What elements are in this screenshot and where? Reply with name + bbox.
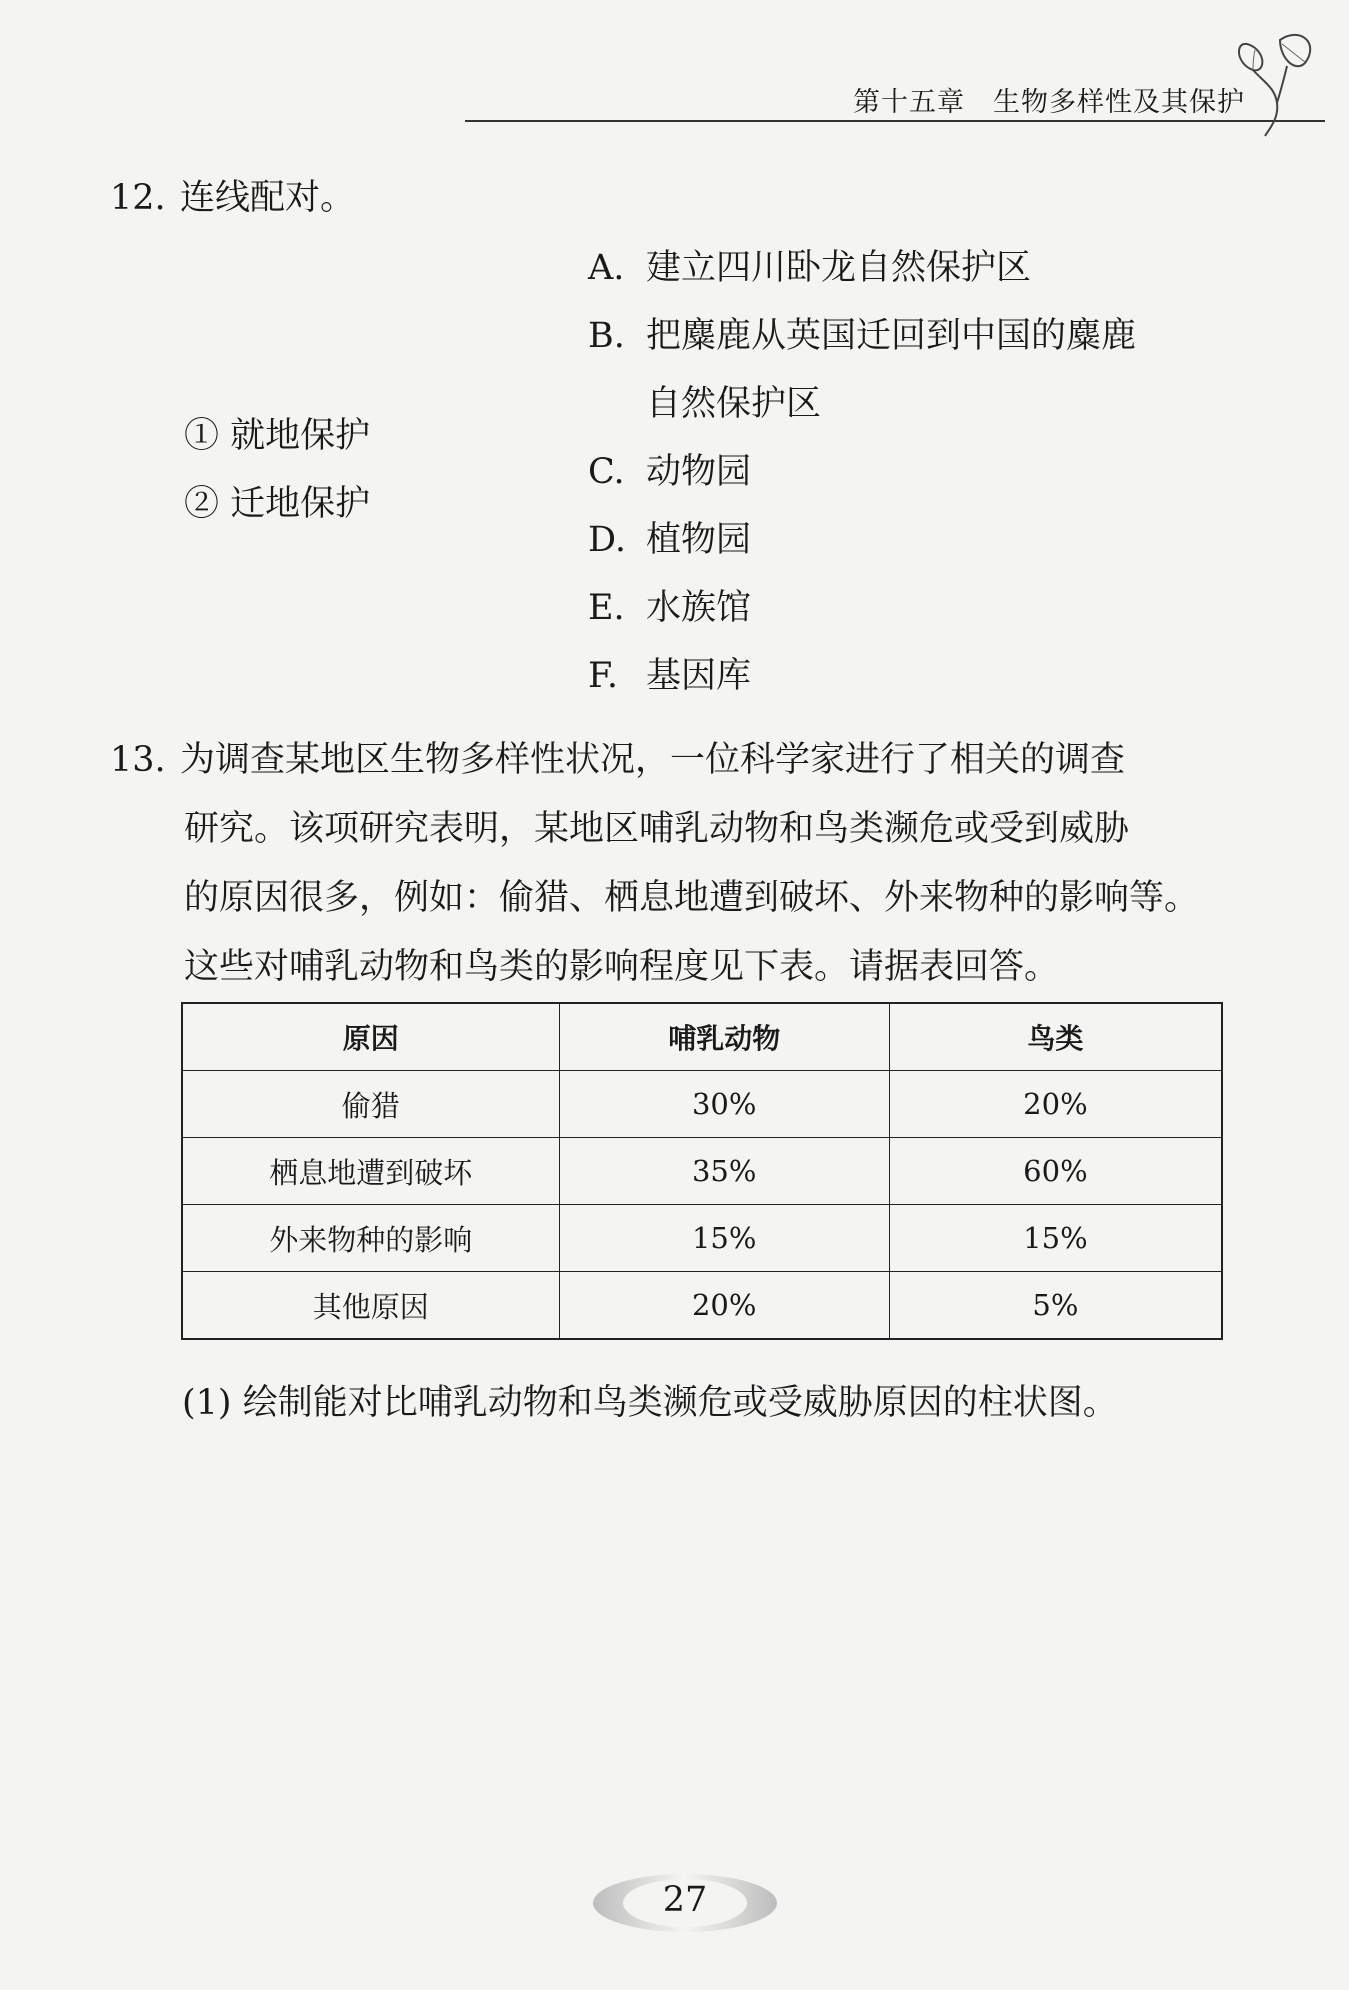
match-option-continuation xyxy=(646,384,821,424)
page-number: 27 xyxy=(662,1880,708,1920)
table-cell: 偷猎 xyxy=(182,1071,559,1138)
question-13-stem xyxy=(110,726,1270,1002)
paragraph-line: 研究。该项研究表明，某地区哺乳动物和鸟类濒危或受到威胁 xyxy=(184,809,1130,849)
data-table xyxy=(181,1002,1223,1340)
table-cell: 30% xyxy=(559,1071,889,1138)
option-letter: A. xyxy=(588,248,625,288)
chapter-title: 生物多样性及其保护 xyxy=(993,87,1245,118)
match-option xyxy=(588,520,751,560)
table-row xyxy=(182,1071,1222,1138)
paragraph-line: 这些对哺乳动物和鸟类的影响程度见下表。请据表回答。 xyxy=(184,947,1060,987)
table-row xyxy=(182,1205,1222,1272)
table-row xyxy=(182,1138,1222,1205)
match-option xyxy=(588,248,1031,288)
option-text: 植物园 xyxy=(646,520,752,560)
paragraph-line: 的原因很多，例如：偷猎、栖息地遭到破坏、外来物种的影响等。 xyxy=(184,878,1200,918)
table-row xyxy=(182,1272,1222,1340)
option-text: 水族馆 xyxy=(646,588,752,628)
match-option xyxy=(588,588,751,628)
table-cell: 20% xyxy=(889,1071,1222,1138)
page-number-badge xyxy=(590,1870,780,1936)
paragraph-text: 为调查某地区生物多样性状况，一位科学家进行了相关的调查 xyxy=(180,740,1126,780)
table-header-cell: 鸟类 xyxy=(889,1003,1222,1071)
paragraph-line xyxy=(110,726,1270,795)
table-cell: 其他原因 xyxy=(182,1272,559,1340)
option-letter: F. xyxy=(588,656,618,696)
match-option xyxy=(588,452,751,492)
sub-question-1: (1) 绘制能对比哺乳动物和鸟类濒危或受威胁原因的柱状图。 xyxy=(182,1383,1118,1423)
table-cell: 15% xyxy=(559,1205,889,1272)
option-text: 基因库 xyxy=(646,656,752,696)
page-header xyxy=(465,80,1325,120)
option-letter: D. xyxy=(588,520,626,560)
option-text: 自然保护区 xyxy=(646,384,822,424)
option-letter: E. xyxy=(588,588,625,628)
match-option xyxy=(588,316,1136,356)
table-cell: 外来物种的影响 xyxy=(182,1205,559,1272)
table-cell: 60% xyxy=(889,1138,1222,1205)
table-header-cell: 原因 xyxy=(182,1003,559,1071)
table-cell: 15% xyxy=(889,1205,1222,1272)
table-header-row xyxy=(182,1003,1222,1071)
question-12-stem xyxy=(110,178,355,218)
chapter-heading xyxy=(853,80,1245,119)
match-option xyxy=(588,656,751,696)
match-left-item: ① 就地保护 xyxy=(184,416,371,456)
match-left-item: ② 迁地保护 xyxy=(184,484,371,524)
option-text: 建立四川卧龙自然保护区 xyxy=(646,248,1032,288)
table-cell: 35% xyxy=(559,1138,889,1205)
table-cell: 栖息地遭到破坏 xyxy=(182,1138,559,1205)
table-header-cell: 哺乳动物 xyxy=(559,1003,889,1071)
option-letter: C. xyxy=(588,452,625,492)
chapter-number: 第十五章 xyxy=(853,87,965,118)
option-letter: B. xyxy=(588,316,625,356)
table-cell: 5% xyxy=(889,1272,1222,1340)
question-text: 连线配对。 xyxy=(180,178,356,218)
header-rule xyxy=(465,120,1325,122)
question-number: 12. xyxy=(110,178,166,218)
option-text: 把麋鹿从英国迁回到中国的麋鹿 xyxy=(646,316,1137,356)
table-cell: 20% xyxy=(559,1272,889,1340)
question-number: 13. xyxy=(110,740,166,780)
leaf-sprout-icon xyxy=(1225,28,1325,138)
option-text: 动物园 xyxy=(646,452,752,492)
